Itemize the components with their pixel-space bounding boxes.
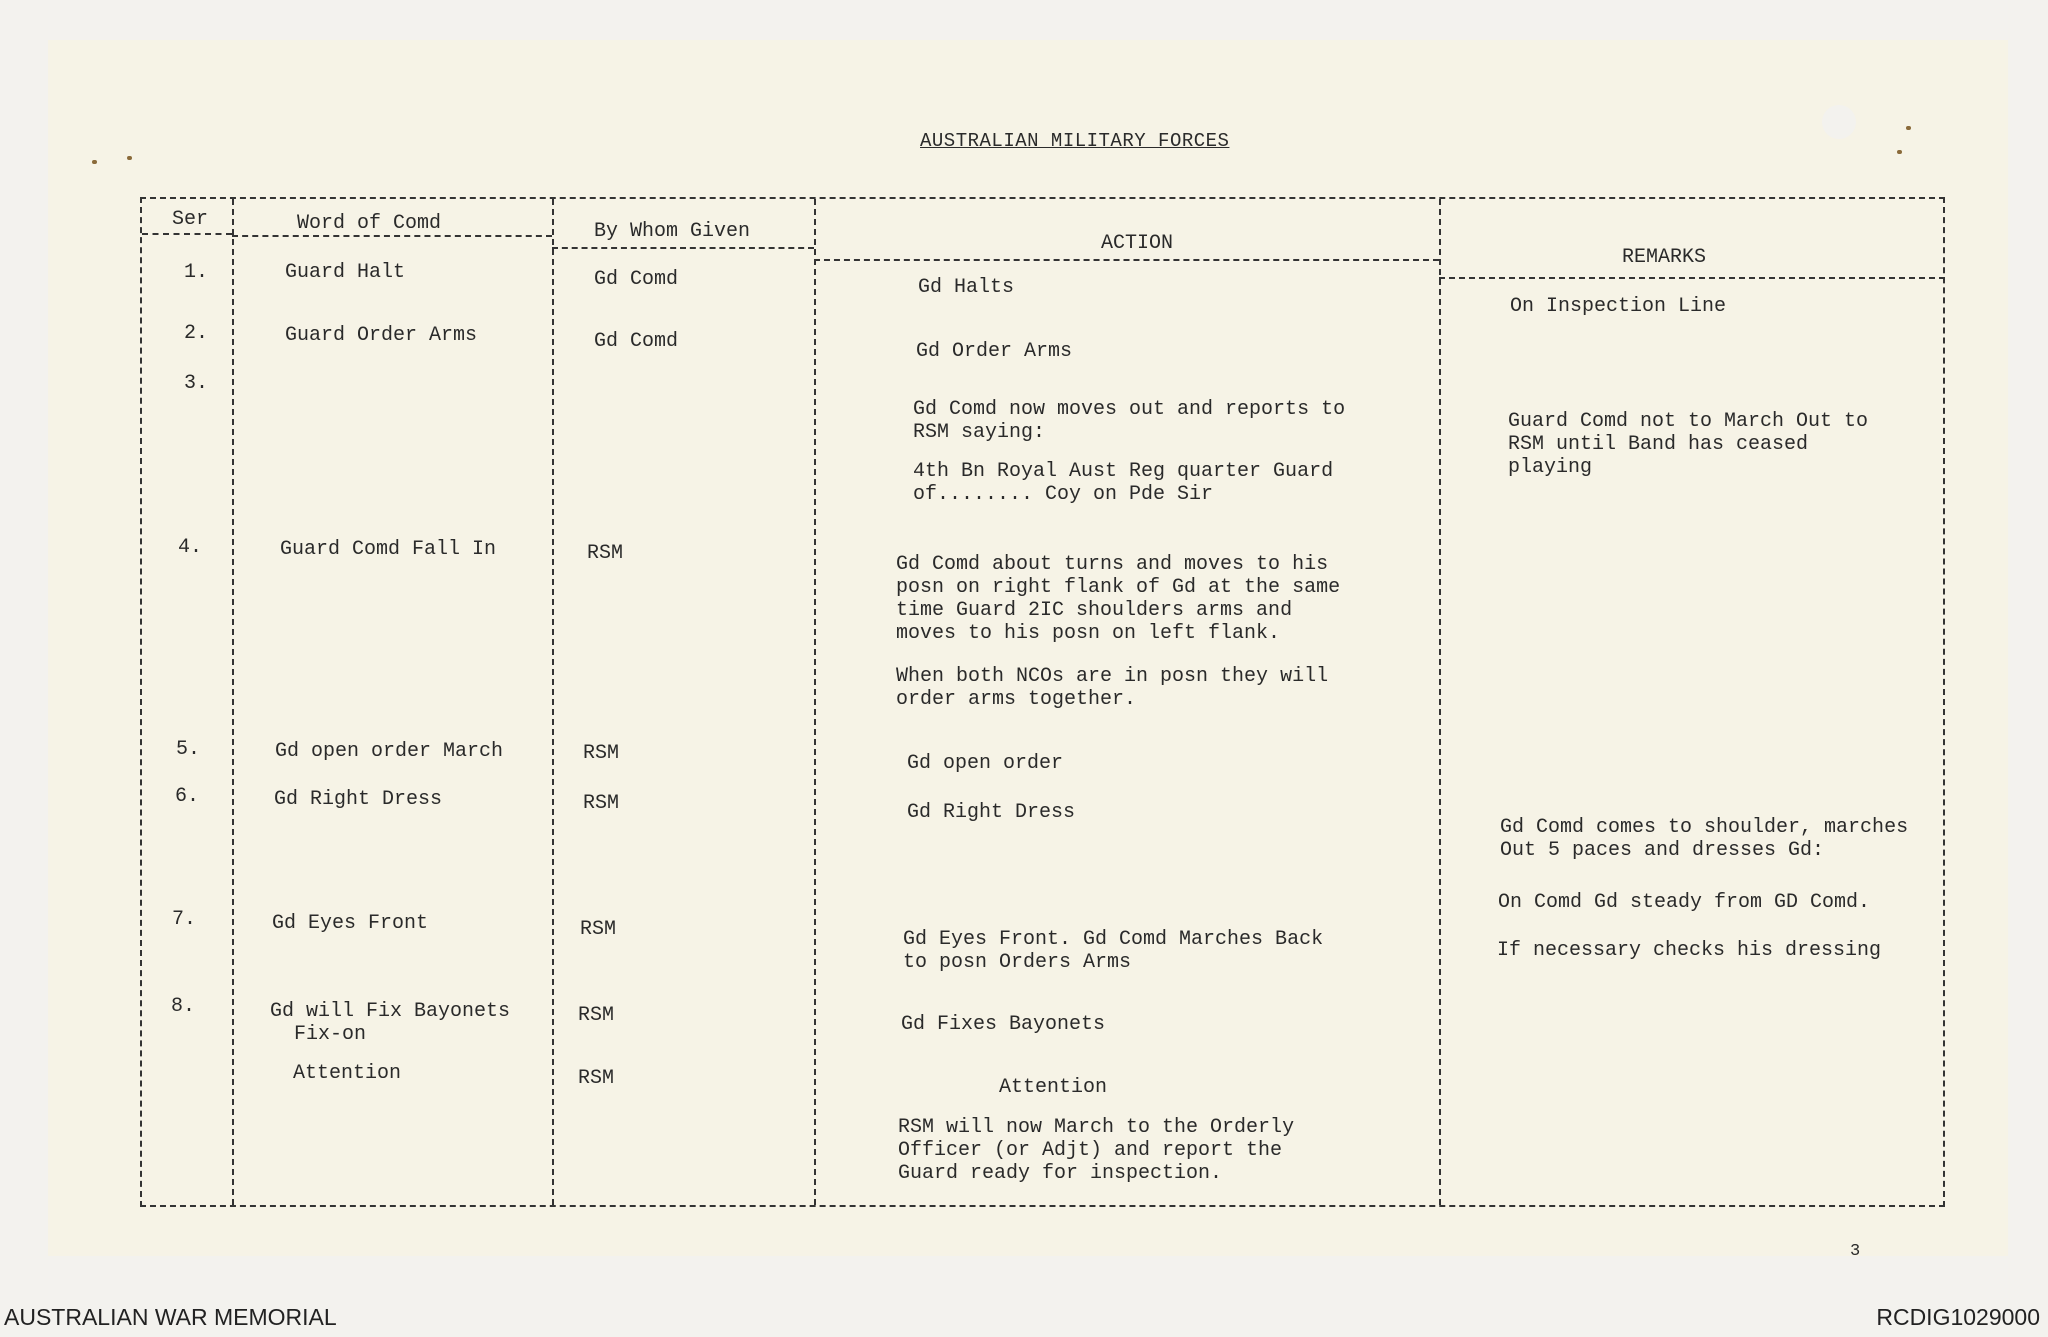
table-cell-by: RSM	[587, 542, 624, 565]
table-divider	[552, 199, 554, 1205]
header-action: ACTION	[1101, 232, 1174, 255]
table-cell-action-attention: Attention	[999, 1076, 1108, 1099]
page-number: 3	[1850, 1242, 1861, 1261]
header-ser: Ser	[172, 208, 209, 231]
table-cell-word: Gd Eyes Front	[272, 912, 429, 935]
table-cell-action: Gd Comd about turns and moves to his posn on right flank of Gd at the same time Guard 2IC shoulders arms and moves to his posn on left flank.	[896, 553, 1341, 645]
table-cell-ser: 1.	[184, 261, 209, 284]
paper-speck	[92, 160, 97, 164]
table-cell-remarks: Guard Comd not to March Out to RSM until Band has ceased playing	[1508, 410, 1869, 479]
table-cell-action-line2: When both NCOs are in posn they will order arms together.	[896, 665, 1329, 711]
table-cell-ser: 7.	[172, 908, 197, 931]
table-cell-word: Guard Halt	[285, 261, 406, 284]
table-cell-word: Gd open order March	[275, 740, 504, 763]
table-cell-by: RSM	[580, 918, 617, 941]
header-word-of-comd: Word of Comd	[297, 212, 442, 235]
table-cell-action: Gd Right Dress	[907, 801, 1076, 824]
table-cell-ser: 8.	[171, 995, 196, 1018]
table-cell-word: Gd will Fix Bayonets Fix-on	[270, 1000, 511, 1046]
table-cell-ser: 4.	[178, 536, 203, 559]
table-cell-word: Guard Order Arms	[285, 324, 478, 347]
header-remarks: REMARKS	[1622, 246, 1707, 269]
table-cell-remarks: On Inspection Line	[1510, 295, 1727, 318]
table-divider	[232, 199, 234, 1205]
table-cell-action: Gd Comd now moves out and reports to RSM saying:	[913, 398, 1346, 444]
header-by-whom-given: By Whom Given	[594, 220, 751, 243]
table-cell-action: Gd Halts	[918, 276, 1015, 299]
table-cell-remarks-line2: On Comd Gd steady from GD Comd.	[1498, 891, 1871, 914]
table-cell-by: RSM	[578, 1004, 615, 1027]
table-cell-remarks-line3: If necessary checks his dressing	[1497, 939, 1882, 962]
header-rule	[232, 235, 552, 237]
header-rule	[1439, 277, 1945, 279]
table-cell-word: Guard Comd Fall In	[280, 538, 497, 561]
paper-speck	[127, 156, 132, 160]
table-cell-by-attention: RSM	[578, 1067, 615, 1090]
header-rule	[552, 247, 814, 249]
table-cell-action-line2: 4th Bn Royal Aust Reg quarter Guard of........ Coy on Pde Sir	[913, 460, 1334, 506]
paper-speck	[1906, 126, 1911, 130]
header-rule	[814, 259, 1439, 261]
paper-speck	[1897, 150, 1902, 154]
table-cell-action: Gd open order	[907, 752, 1064, 775]
table-cell-action: Gd Fixes Bayonets	[901, 1013, 1106, 1036]
table-cell-ser: 6.	[175, 785, 200, 808]
table-divider	[814, 199, 816, 1205]
punch-hole	[1822, 105, 1856, 139]
table-cell-word: Gd Right Dress	[274, 788, 443, 811]
table-cell-by: Gd Comd	[594, 330, 679, 353]
document-title: AUSTRALIAN MILITARY FORCES	[920, 130, 1230, 152]
table-cell-by: RSM	[583, 792, 620, 815]
table-cell-remarks: Gd Comd comes to shoulder, marches Out 5 paces and dresses Gd:	[1500, 816, 1909, 862]
table-cell-word-attention: Attention	[293, 1062, 402, 1085]
table-cell-by: RSM	[583, 742, 620, 765]
table-cell-action: Gd Eyes Front. Gd Comd Marches Back to posn Orders Arms	[903, 928, 1324, 974]
footer-archive-name: AUSTRALIAN WAR MEMORIAL	[4, 1304, 337, 1330]
table-cell-ser: 3.	[184, 372, 209, 395]
header-rule	[142, 233, 232, 235]
table-cell-action-report: RSM will now March to the Orderly Officer (or Adjt) and report the Guard ready for inspection.	[898, 1116, 1295, 1185]
table-cell-ser: 2.	[184, 322, 209, 345]
table-cell-ser: 5.	[176, 738, 201, 761]
table-cell-action: Gd Order Arms	[916, 340, 1073, 363]
table-cell-by: Gd Comd	[594, 268, 679, 291]
table-divider	[1439, 199, 1441, 1205]
footer-record-id: RCDIG1029000	[1876, 1304, 2040, 1330]
